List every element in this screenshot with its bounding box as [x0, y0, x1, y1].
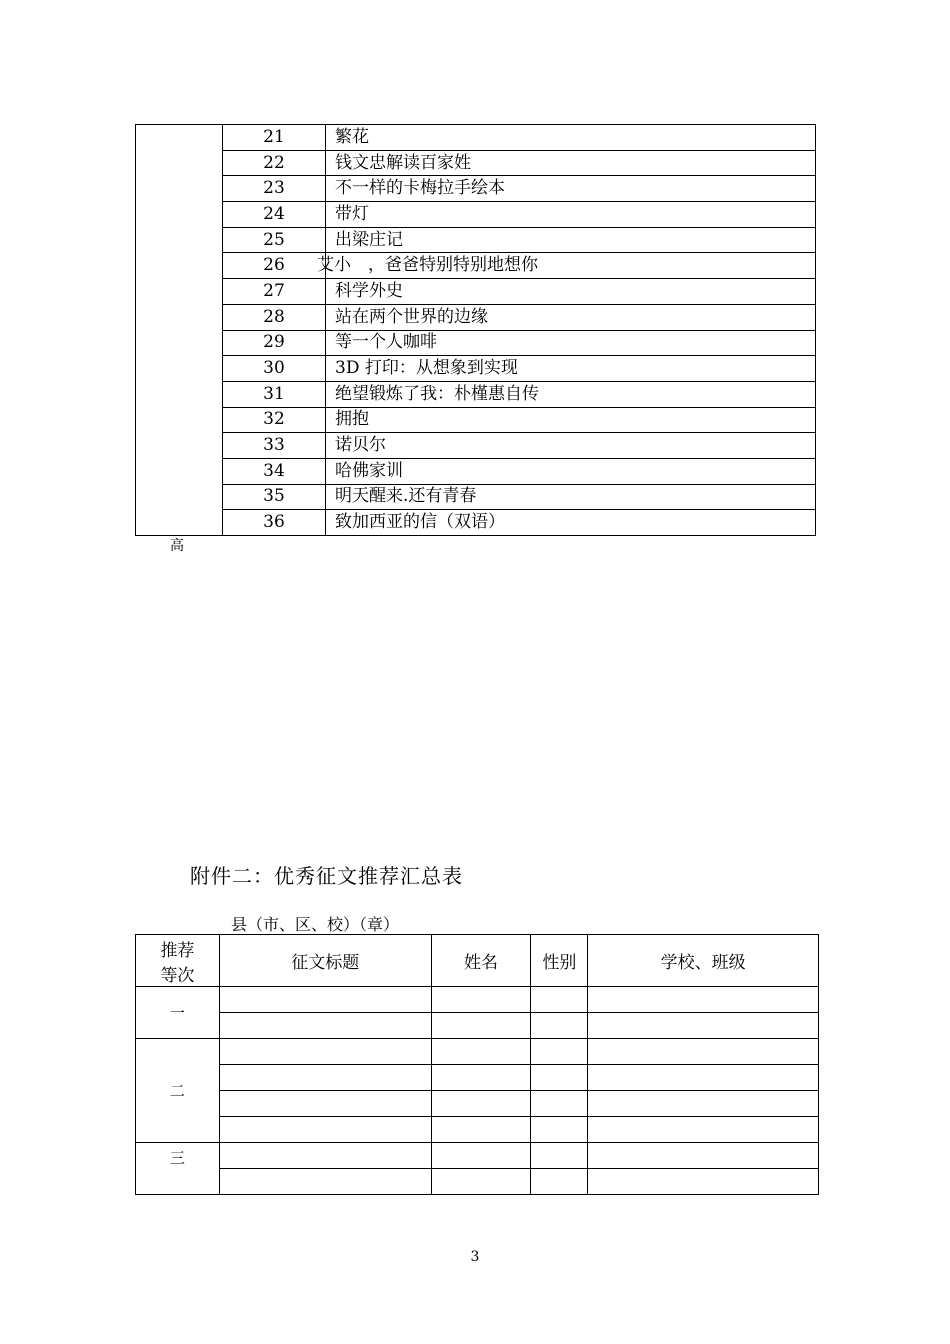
book-title-cell [326, 125, 816, 151]
book-title: 出梁庄记 [335, 229, 403, 250]
book-title: 带灯 [335, 203, 369, 224]
book-title-cell [326, 279, 816, 305]
page-number: 3 [470, 1249, 480, 1265]
entry-name-cell[interactable] [431, 987, 531, 1013]
entry-title-cell[interactable] [219, 1143, 431, 1169]
entry-school-cell[interactable] [588, 1065, 819, 1091]
book-list-table [135, 124, 816, 536]
book-title-cell [326, 202, 816, 228]
table-row [136, 407, 816, 433]
book-number: 36 [223, 510, 326, 536]
book-title: 等一个人咖啡 [335, 332, 437, 353]
entry-name-cell[interactable] [431, 1143, 531, 1169]
entry-name-cell[interactable] [431, 1117, 531, 1143]
book-number: 33 [223, 433, 326, 459]
table-row [136, 304, 816, 330]
entry-title-cell[interactable] [219, 1013, 431, 1039]
entry-title-cell[interactable] [219, 1091, 431, 1117]
group-cell [136, 125, 223, 536]
book-title-cell [326, 510, 816, 536]
entry-name-cell[interactable] [431, 1169, 531, 1195]
table-row [136, 510, 816, 536]
table-row [136, 1013, 819, 1039]
table-row [136, 176, 816, 202]
book-title: 科学外史 [335, 280, 403, 301]
header-rank [136, 935, 220, 987]
header-rank-line2: 等次 [160, 965, 195, 986]
book-title-cell [326, 381, 816, 407]
county-suffix: 县（市、区、校）（章） [231, 915, 400, 934]
entry-name-cell[interactable] [431, 1091, 531, 1117]
entry-name-cell[interactable] [431, 1013, 531, 1039]
book-number: 30 [223, 356, 326, 382]
entry-school-cell[interactable] [588, 1039, 819, 1065]
book-title: 致加西亚的信（双语） [335, 512, 505, 533]
table-row [136, 279, 816, 305]
table-row [136, 330, 816, 356]
book-number: 23 [223, 176, 326, 202]
book-title-cell [326, 176, 816, 202]
table-row [136, 227, 816, 253]
header-gender: 性别 [531, 935, 588, 987]
book-title: 绝望锻炼了我：朴槿惠自传 [335, 383, 539, 404]
entry-title-cell[interactable] [219, 1039, 431, 1065]
book-number: 25 [223, 227, 326, 253]
entry-name-cell[interactable] [431, 1065, 531, 1091]
table-row [136, 202, 816, 228]
header-title: 征文标题 [219, 935, 431, 987]
book-title-cell [326, 330, 816, 356]
entry-name-cell[interactable] [431, 1039, 531, 1065]
book-title: 3D 打印：从想象到实现 [335, 358, 518, 379]
book-title-cell [326, 227, 816, 253]
book-title: 诺贝尔 [335, 435, 386, 456]
county-line [145, 912, 399, 935]
book-title-cell [317, 253, 816, 279]
book-title: 不一样的卡梅拉手绘本 [335, 178, 505, 199]
rank-cell-2: 二 [136, 1039, 220, 1143]
book-number: 24 [223, 202, 326, 228]
group-label: 高 [170, 538, 184, 554]
header-school: 学校、班级 [588, 935, 819, 987]
entry-title-cell[interactable] [219, 1065, 431, 1091]
book-title-cell [326, 433, 816, 459]
book-number: 34 [223, 458, 326, 484]
header-name: 姓名 [431, 935, 531, 987]
header-rank-line1: 推荐 [160, 940, 195, 961]
entry-gender-cell[interactable] [531, 1143, 588, 1169]
book-number: 22 [223, 150, 326, 176]
summary-header-row [136, 935, 819, 987]
book-title: 拥抱 [335, 409, 369, 430]
entry-gender-cell[interactable] [531, 1065, 588, 1091]
book-number: 35 [223, 484, 326, 510]
book-title: 繁花 [335, 126, 369, 147]
table-row [136, 253, 816, 279]
table-row [136, 1091, 819, 1117]
entry-gender-cell[interactable] [531, 1169, 588, 1195]
table-row [136, 1143, 819, 1169]
table-row [136, 125, 816, 151]
book-title-cell [326, 484, 816, 510]
book-title-cell [326, 304, 816, 330]
table-row [136, 1169, 819, 1195]
book-number: 29 [223, 330, 326, 356]
table-row [136, 150, 816, 176]
table-row [136, 381, 816, 407]
rank-cell-3: 三 [136, 1143, 220, 1195]
book-title: 哈佛家训 [335, 460, 403, 481]
entry-title-cell[interactable] [219, 1117, 431, 1143]
table-row [136, 987, 819, 1013]
rank-cell-1: 一 [136, 987, 220, 1039]
entry-title-cell[interactable] [219, 1169, 431, 1195]
book-title: 站在两个世界的边缘 [335, 306, 488, 327]
entry-school-cell[interactable] [588, 1117, 819, 1143]
book-title-cell [326, 407, 816, 433]
county-blank-field[interactable] [145, 918, 231, 935]
table-row [136, 433, 816, 459]
book-title: 艾小 ，爸爸特别特别地想你 [317, 255, 538, 276]
table-row [136, 484, 816, 510]
entry-gender-cell[interactable] [531, 1091, 588, 1117]
book-number: 27 [223, 279, 326, 305]
entry-gender-cell[interactable] [531, 1117, 588, 1143]
entry-school-cell[interactable] [588, 1091, 819, 1117]
entry-gender-cell[interactable] [531, 1013, 588, 1039]
book-number: 32 [223, 407, 326, 433]
entry-school-cell[interactable] [588, 1013, 819, 1039]
entry-title-cell[interactable] [219, 987, 431, 1013]
table-row [136, 1065, 819, 1091]
book-title-cell [326, 356, 816, 382]
entry-gender-cell[interactable] [531, 987, 588, 1013]
entry-school-cell[interactable] [588, 1169, 819, 1195]
table-row [136, 1117, 819, 1143]
book-title-cell [326, 458, 816, 484]
entry-school-cell[interactable] [588, 1143, 819, 1169]
attachment-heading: 附件二：优秀征文推荐汇总表 [190, 864, 463, 888]
table-row [136, 356, 816, 382]
entry-school-cell[interactable] [588, 987, 819, 1013]
table-row [136, 458, 816, 484]
book-number: 28 [223, 304, 326, 330]
summary-table [135, 934, 819, 1195]
book-list-body [136, 125, 816, 536]
book-title: 钱文忠解读百家姓 [335, 152, 471, 173]
entry-gender-cell[interactable] [531, 1039, 588, 1065]
book-title: 明天醒来.还有青春 [335, 486, 477, 507]
book-title-cell [326, 150, 816, 176]
table-row [136, 1039, 819, 1065]
book-number: 21 [223, 125, 326, 151]
book-number: 26 [223, 253, 326, 279]
book-number: 31 [223, 381, 326, 407]
